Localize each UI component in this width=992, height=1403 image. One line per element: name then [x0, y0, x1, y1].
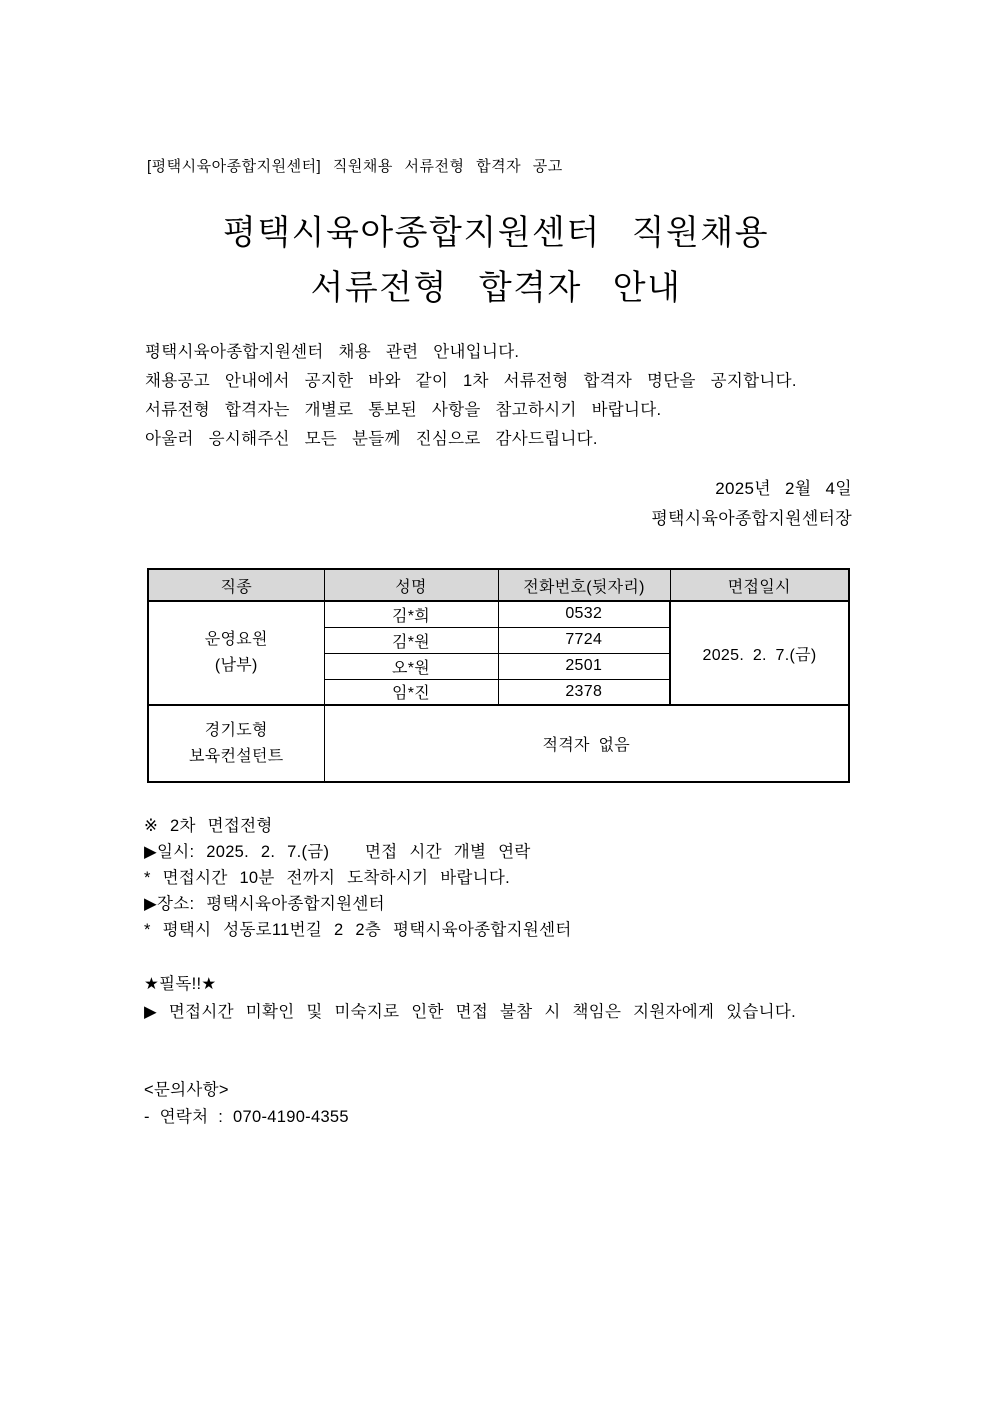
date-signature-block	[651, 474, 852, 533]
date-line: 2025년 2월 4일	[715, 479, 852, 498]
name-cell: 김*원	[324, 627, 498, 653]
interview-notes-section	[144, 813, 572, 943]
signature-line: 평택시육아종합지원센터장	[651, 508, 852, 528]
col-header-job: 직종	[148, 569, 324, 601]
job-group-cell	[148, 705, 324, 782]
must-read-line: ▶ 면접시간 미확인 및 미숙지로 인한 면접 불참 시 책임은 지원자에게 있습니다.	[144, 1003, 797, 1021]
phone-cell: 2501	[498, 653, 670, 679]
job-line-1: 운영요원	[204, 631, 268, 648]
job-line-2: (남부)	[214, 657, 258, 674]
col-header-phone: 전화번호(뒷자리)	[498, 569, 670, 601]
table-row-consultant	[148, 705, 849, 782]
col-header-name: 성명	[324, 569, 498, 601]
intro-paragraph	[145, 338, 797, 454]
name-cell: 임*진	[324, 679, 498, 705]
must-read-heading: ★필독!!★	[144, 975, 217, 993]
note-arrival-line: * 면접시간 10분 전까지 도착하시기 바랍니다.	[144, 869, 511, 887]
note-datetime-line: ▶일시: 2025. 2. 7.(금) 면접 시간 개별 연락	[144, 843, 531, 861]
intro-line-3: 서류전형 합격자는 개별로 통보된 사항을 참고하시기 바랍니다.	[145, 401, 662, 419]
page-title	[0, 206, 992, 316]
results-table	[147, 568, 850, 783]
title-line-1: 평택시육아종합지원센터 직원채용	[222, 214, 770, 252]
must-read-section	[144, 970, 796, 1026]
name-cell: 김*희	[324, 601, 498, 627]
note-place-line: ▶장소: 평택시육아종합지원센터	[144, 895, 385, 913]
interview-date-cell: 2025. 2. 7.(금)	[670, 601, 849, 705]
name-cell: 오*원	[324, 653, 498, 679]
no-qualified-cell: 적격자 없음	[324, 705, 849, 782]
phone-cell: 7724	[498, 627, 670, 653]
phone-cell: 0532	[498, 601, 670, 627]
job-group-cell	[148, 601, 324, 705]
col-header-interview: 면접일시	[670, 569, 849, 601]
job-line-1: 경기도형	[204, 721, 268, 739]
contact-section	[144, 1077, 349, 1131]
table-header-row	[148, 569, 849, 601]
notes-heading: ※ 2차 면접전형	[144, 817, 273, 835]
contact-phone-line: - 연락처 : 070-4190-4355	[144, 1108, 349, 1126]
job-line-2: 보육컨설턴트	[188, 747, 284, 765]
intro-line-2: 채용공고 안내에서 공지한 바와 같이 1차 서류전형 합격자 명단을 공지합니다.	[145, 372, 797, 390]
table-row	[148, 601, 849, 627]
notice-line: [평택시육아종합지원센터] 직원채용 서류전형 합격자 공고	[147, 158, 563, 175]
contact-heading: <문의사항>	[144, 1081, 229, 1099]
note-address-line: * 평택시 성동로11번길 2 2층 평택시육아종합지원센터	[144, 921, 572, 939]
title-line-2: 서류전형 합격자 안내	[310, 269, 682, 307]
intro-line-4: 아울러 응시해주신 모든 분들께 진심으로 감사드립니다.	[145, 430, 598, 448]
phone-cell: 2378	[498, 679, 670, 705]
intro-line-1: 평택시육아종합지원센터 채용 관련 안내입니다.	[145, 343, 520, 361]
